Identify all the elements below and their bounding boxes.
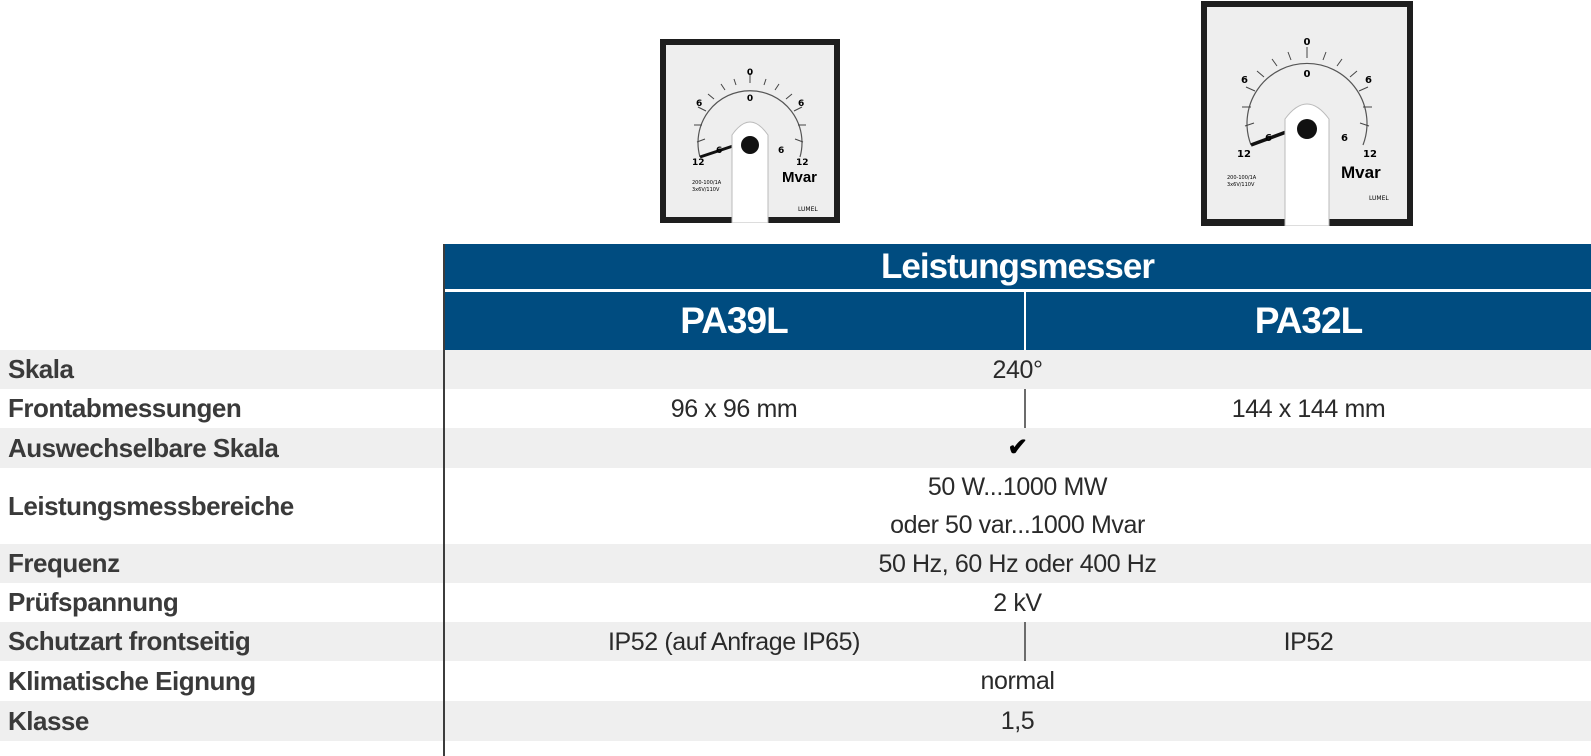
meter-six-inner-right: 6 [1341, 133, 1348, 144]
row-value: 50 Hz, 60 Hz oder 400 Hz [878, 549, 1157, 578]
row-value-line: oder 50 var...1000 Mvar [890, 511, 1145, 539]
meter-image-pa32l [1201, 1, 1413, 226]
row-value-pa39l: IP52 (auf Anfrage IP65) [607, 627, 861, 656]
row-value: 1,5 [1000, 707, 1035, 735]
row-value-pa39l: 96 x 96 mm [670, 394, 798, 423]
meter-unit: Mvar [1341, 163, 1381, 182]
row-label: Klimatische Eignung [8, 665, 256, 696]
row-label: Auswechselbare Skala [8, 432, 279, 463]
meter-zero-inner: 0 [1303, 69, 1311, 80]
row-label: Frequenz [8, 548, 120, 578]
meter-twelve-right: 12 [1363, 149, 1377, 160]
meter-six-inner-left: 6 [1265, 133, 1272, 144]
meter-brand: LUMEL [1369, 195, 1389, 202]
meter-image-pa39l [660, 39, 840, 223]
meter-spec-line1: 200-100/1A [1227, 175, 1257, 181]
table-row-pruefspannung [0, 583, 1591, 622]
meter-six-right: 6 [1365, 75, 1372, 86]
meter-six-right: 6 [798, 99, 805, 109]
row-value-line: 50 W...1000 MW [927, 473, 1108, 501]
meter-spec-line2: 3x6V/110V [692, 187, 720, 193]
table-row-klasse [0, 701, 1591, 741]
table-row-schutzart [0, 622, 1591, 661]
table-row-frequenz [0, 544, 1591, 583]
meter-twelve-right: 12 [796, 158, 809, 168]
meter-six-left: 6 [1241, 75, 1248, 86]
table-left-border [443, 244, 445, 756]
table-row-skala [0, 350, 1591, 389]
row-label: Klasse [8, 705, 89, 736]
meter-six-inner-left: 6 [716, 146, 723, 156]
row-value-pa32l: IP52 [1283, 627, 1334, 656]
meter-spec-line1: 200-100/1A [692, 180, 722, 186]
table-row-auswechselbare-skala [0, 428, 1591, 468]
row-value [444, 468, 1591, 544]
table-row-leistungsmessbereiche [0, 468, 1591, 544]
meter-zero-top: 0 [1303, 37, 1311, 48]
checkmark-icon: ✔ [1007, 434, 1028, 461]
meter-twelve-left: 12 [692, 158, 705, 168]
row-label: Schutzart frontseitig [8, 626, 251, 656]
row-label: Leistungsmessbereiche [8, 490, 294, 521]
column-header-pa32l: PA32L [1026, 292, 1591, 350]
meter-spec-line2: 3x6V/110V [1227, 182, 1255, 188]
row-value: 240° [992, 355, 1043, 384]
meter-brand: LUMEL [798, 206, 818, 213]
group-header: Leistungsmesser [444, 244, 1591, 289]
row-label: Prüfspannung [8, 587, 179, 617]
row-value: 2 kV [993, 588, 1042, 617]
row-value: normal [980, 667, 1055, 695]
table-row-frontabmessungen [0, 389, 1591, 428]
meter-six-left: 6 [696, 99, 703, 109]
meter-twelve-left: 12 [1237, 149, 1251, 160]
row-label: Skala [8, 354, 74, 384]
meter-unit: Mvar [782, 169, 818, 186]
meter-zero-top: 0 [746, 68, 754, 78]
column-header-pa39l: PA39L [444, 292, 1024, 350]
table-row-klimatische-eignung [0, 661, 1591, 701]
meter-six-inner-right: 6 [778, 146, 785, 156]
row-value-pa32l: 144 x 144 mm [1231, 394, 1386, 423]
meter-zero-inner: 0 [746, 94, 754, 104]
row-label: Frontabmessungen [8, 393, 242, 423]
